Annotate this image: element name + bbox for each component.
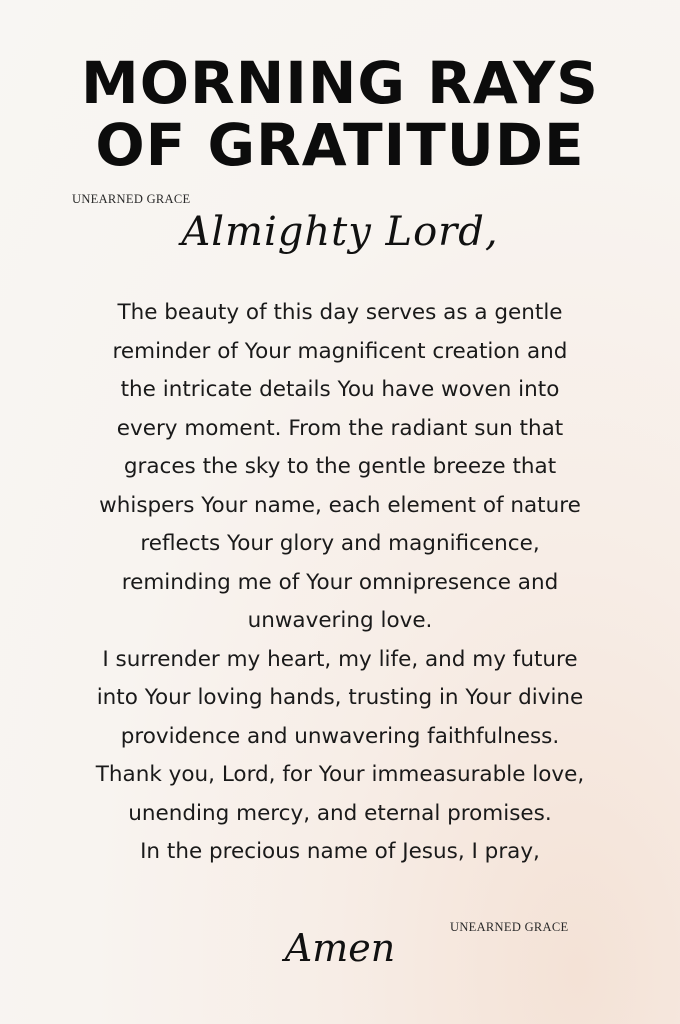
watermark-bottom: UNEARNED GRACE bbox=[450, 920, 569, 934]
watermark-top: UNEARNED GRACE bbox=[72, 192, 191, 206]
salutation: Almighty Lord, bbox=[181, 209, 499, 255]
body-line: unending mercy, and eternal promises. bbox=[128, 800, 552, 826]
body-line: providence and unwavering faithfulness. bbox=[120, 723, 560, 749]
body-line: whispers Your name, each element of nature bbox=[99, 492, 581, 518]
body-line: I surrender my heart, my life, and my future bbox=[102, 646, 578, 672]
title-line-1: MORNING RAYS bbox=[81, 49, 599, 117]
body-line: reflects Your glory and magnificence, bbox=[140, 531, 540, 556]
body-line: reminding me of Your omnipresence and bbox=[121, 569, 559, 595]
title-line-2: OF GRATITUDE bbox=[95, 111, 585, 179]
body-line: graces the sky to the gentle breeze that bbox=[123, 454, 557, 479]
body-line: reminder of Your magnificent creation and bbox=[112, 338, 568, 364]
body-line: the intricate details You have woven into bbox=[120, 377, 560, 402]
closing-amen: Amen bbox=[284, 926, 396, 970]
body-line: unwavering love. bbox=[247, 608, 433, 633]
body-line: every moment. From the radiant sun that bbox=[116, 415, 564, 441]
body-line: The beauty of this day serves as a gentle bbox=[117, 300, 563, 325]
body-line: Thank you, Lord, for Your immeasurable love, bbox=[95, 762, 585, 787]
body-line: into Your loving hands, trusting in Your divine bbox=[96, 685, 584, 710]
body-line: In the precious name of Jesus, I pray, bbox=[140, 839, 540, 864]
prayer-body bbox=[0, 294, 680, 872]
